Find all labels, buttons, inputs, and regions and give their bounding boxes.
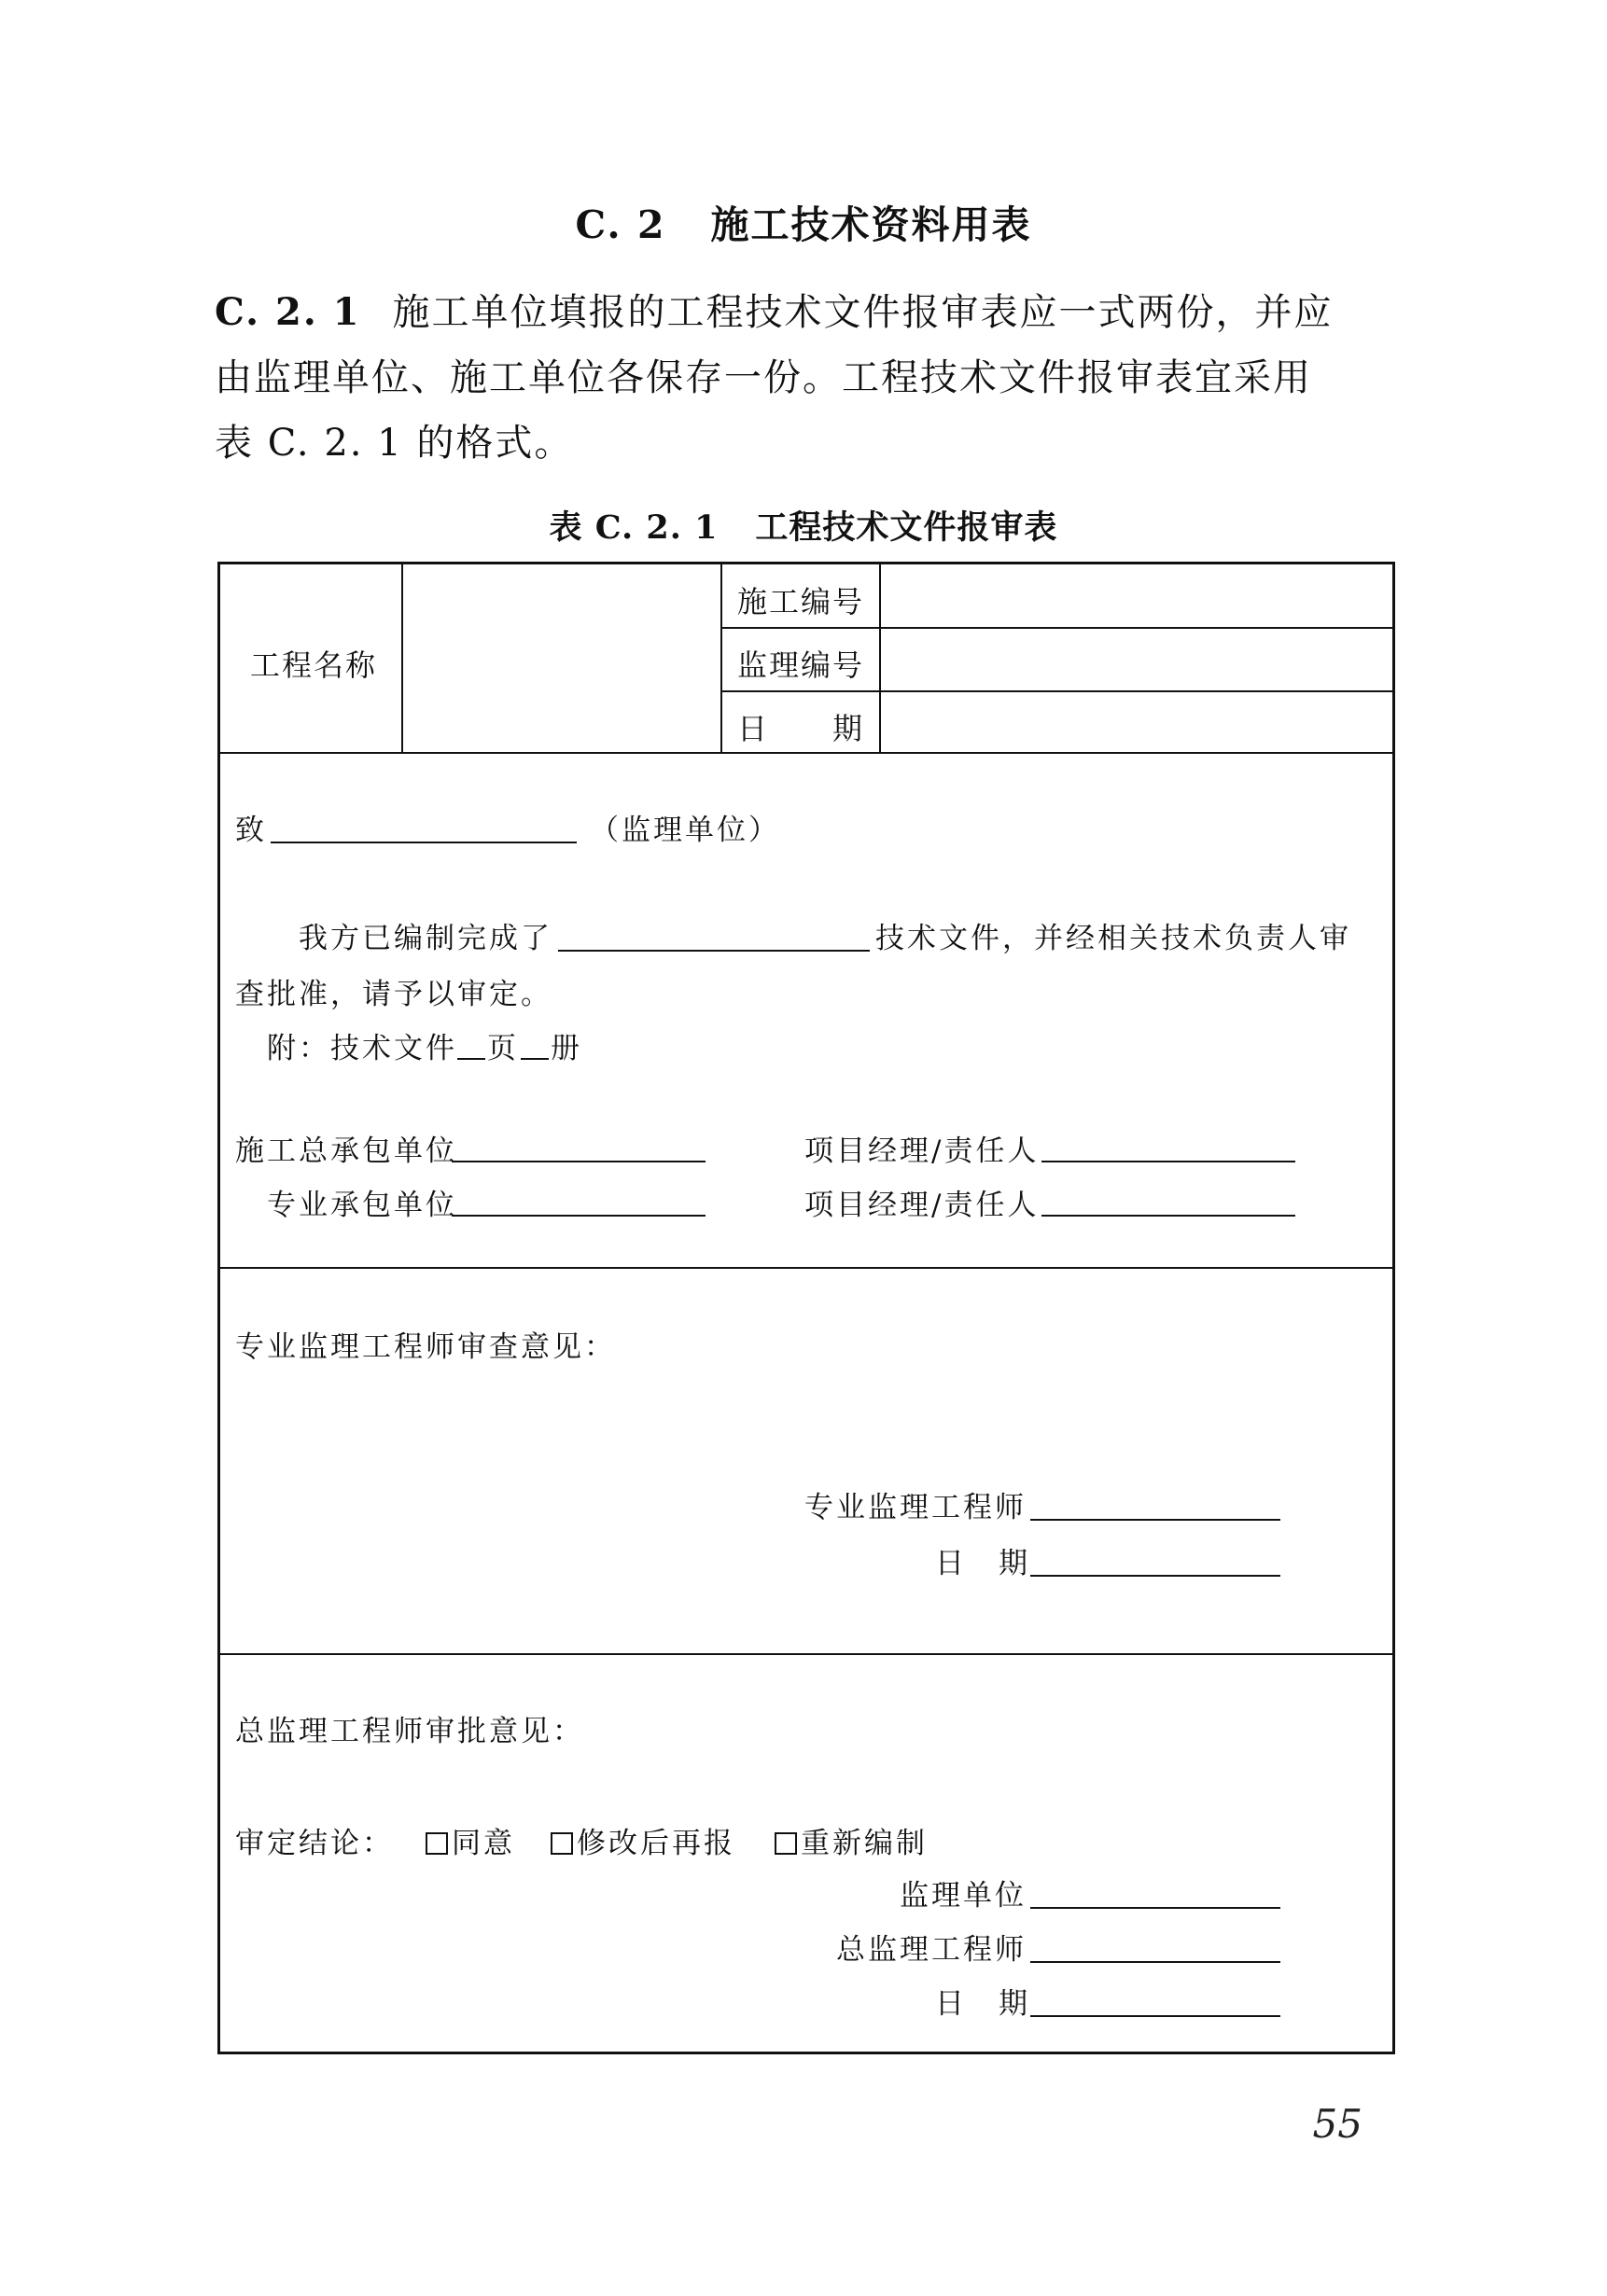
chief-date-label: 日 期 [935, 1987, 1030, 2021]
specialty-date-label: 日 期 [935, 1547, 1030, 1580]
general-contractor-label: 施工总承包单位 [235, 1134, 457, 1168]
option-agree-label: 同意 [452, 1827, 515, 1860]
submission-suffix: 技术文件，并经相关技术负责人审 [875, 922, 1351, 955]
header-row-line-1 [720, 627, 1393, 629]
paragraph-line2: 由监理单位、施工单位各保存一份。工程技术文件报审表宜采用 [215, 356, 1312, 399]
paragraph-line1: 施工单位填报的工程技术文件报审表应一式两份，并应 [392, 291, 1334, 334]
option-revise[interactable] [551, 1819, 735, 1861]
specialty-engineer-label: 专业监理工程师 [804, 1491, 1027, 1524]
header-row-line-2 [720, 690, 1393, 692]
clause-paragraph-line1 [215, 280, 1392, 345]
chief-engineer-label: 总监理工程师 [836, 1933, 1027, 1967]
section-b-top-line [219, 1267, 1393, 1269]
document-name-blank [558, 950, 870, 952]
table-caption [0, 502, 1607, 549]
recompile-checkbox[interactable] [775, 1832, 797, 1855]
addressee-suffix: （监理单位） [590, 814, 780, 847]
header-divider-3 [879, 564, 881, 752]
option-recompile[interactable] [775, 1819, 928, 1861]
chief-engineer-blank [1030, 1961, 1280, 1963]
specialty-date-blank [1030, 1575, 1280, 1577]
date-label: 日 期 [737, 711, 865, 746]
project-name-label: 工程名称 [250, 647, 378, 683]
project-manager-blank-1 [1041, 1161, 1295, 1162]
option-recompile-label: 重新编制 [801, 1827, 928, 1860]
option-revise-label: 修改后再报 [577, 1827, 735, 1860]
addressee-prefix: 致 [235, 814, 267, 847]
volume-count-blank [521, 1058, 549, 1060]
general-contractor-blank [452, 1161, 706, 1162]
clause-number: C. 2. 1 [215, 290, 361, 334]
section-c-top-line [219, 1653, 1393, 1655]
conclusion-label: 审定结论： [235, 1827, 394, 1860]
section-title: 施工技术资料用表 [710, 202, 1032, 247]
option-agree[interactable] [426, 1819, 515, 1861]
section-number: C. 2 [575, 202, 666, 247]
header-divider-2 [720, 564, 722, 752]
revise-checkbox[interactable] [551, 1832, 573, 1855]
specialty-engineer-review-heading: 专业监理工程师审查意见： [235, 1330, 616, 1364]
submission-line2: 查批准，请予以审定。 [235, 978, 552, 1011]
project-manager-label-1: 项目经理/责任人 [804, 1134, 1040, 1168]
specialty-contractor-label: 专业承包单位 [267, 1189, 457, 1222]
chief-engineer-review-heading: 总监理工程师审批意见： [235, 1715, 584, 1748]
supervision-number-label: 监理编号 [737, 647, 865, 683]
specialty-engineer-blank [1030, 1519, 1280, 1521]
agree-checkbox[interactable] [426, 1832, 448, 1855]
addressee-blank [271, 842, 577, 843]
project-manager-label-2: 项目经理/责任人 [804, 1189, 1040, 1222]
section-a-top-line [219, 752, 1393, 754]
paragraph-line3: 表 C. 2. 1 的格式。 [215, 422, 574, 465]
page-count-blank [457, 1058, 485, 1060]
construction-number-label: 施工编号 [737, 584, 865, 619]
attachment-pages-label: 页 [487, 1032, 519, 1065]
supervision-unit-label: 监理单位 [900, 1879, 1027, 1913]
specialty-contractor-blank [452, 1215, 706, 1217]
table-title: 工程技术文件报审表 [755, 508, 1058, 547]
attachment-label: 附：技术文件 [267, 1032, 457, 1065]
attachment-volumes-label: 册 [551, 1032, 582, 1065]
section-heading [0, 194, 1607, 249]
chief-date-blank [1030, 2015, 1280, 2017]
header-divider-1 [401, 564, 403, 752]
table-number: 表 C. 2. 1 [549, 508, 719, 547]
page-number: 55 [1312, 2101, 1362, 2147]
project-manager-blank-2 [1041, 1215, 1295, 1217]
submission-prefix: 我方已编制完成了 [299, 922, 552, 955]
supervision-unit-blank [1030, 1907, 1280, 1909]
